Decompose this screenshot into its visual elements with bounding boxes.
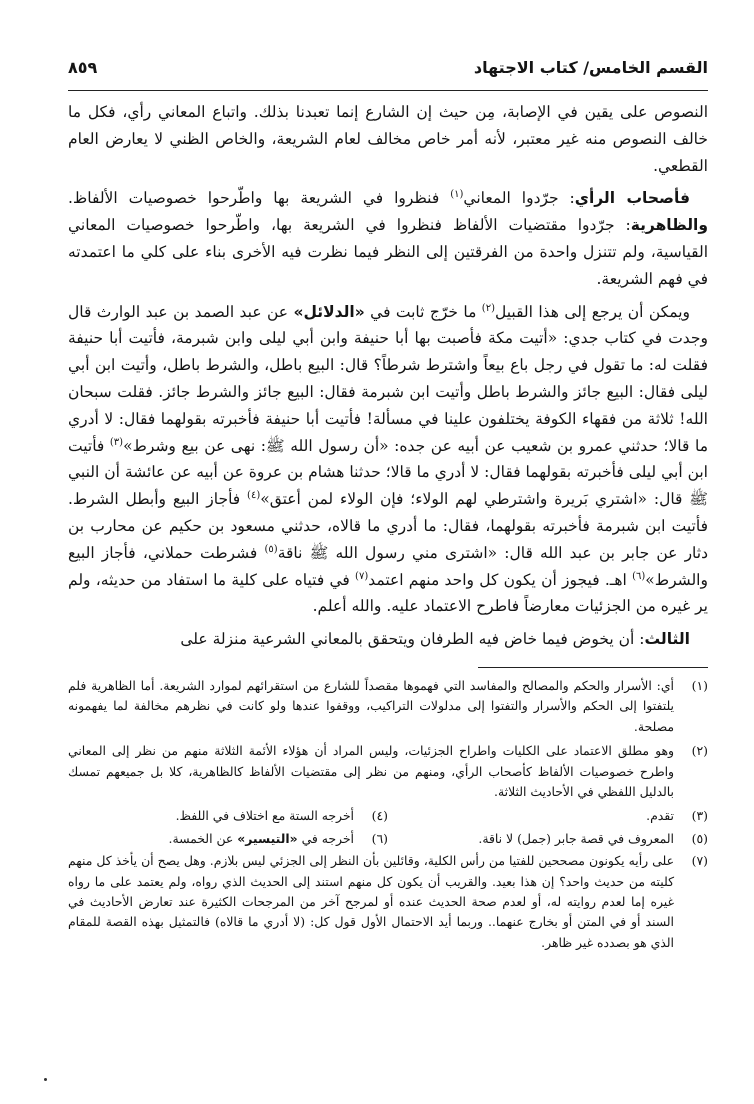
footnote-number: (٢) — [691, 743, 708, 759]
footnote-number: (٥) — [691, 830, 708, 846]
footnote-ref-7[interactable]: (٧) — [355, 570, 369, 582]
footnote-number: (٦) — [371, 830, 388, 846]
main-text — [68, 99, 708, 653]
fn6-text-a: أخرجه في — [297, 830, 354, 846]
footnote-number: (٤) — [371, 808, 388, 824]
book-page — [68, 58, 708, 957]
footnote-text: أخرجه الستة مع اختلاف في اللفظ. — [175, 808, 354, 824]
footnote-number: (١) — [691, 677, 708, 693]
term-althalith: الثالث — [644, 630, 690, 649]
footnote-divider — [478, 667, 708, 668]
footnote-ref-5[interactable]: (٥) — [264, 543, 278, 555]
p3-text-a: ويمكن أن يرجع إلى هذا القبيل — [494, 302, 690, 321]
page-header — [68, 58, 708, 91]
p2-text-c: : جرّدوا مقتضيات الألفاظ فنظروا في الشريعة بها، واطّرحوا خصوصيات المعاني القياسية، ولم تتنزل واحدة من الفرقتين إلى النظر فيما نظرت فيه الأخرى بناء على كلي ما اعتمدته في فهم الشريعة. — [68, 216, 708, 288]
p3-text-e: فأجاز البيع وأبطل الشرط. فأتيت ابن شبرمة فأخبرته بقولهما، فقال: ما أدري ما قالاه، حدثني مسعود بن حكيم عن محارب بن دثار عن جابر بن عبد الله قال: «اشترى مني رسول الله ﷺ ناقة — [68, 490, 708, 562]
footnote-7 — [68, 851, 708, 953]
footnote-number: (٧) — [691, 853, 708, 869]
term-alzahiriyya: والظاهرية — [630, 216, 708, 235]
footnote-row-3-4 — [68, 806, 708, 826]
footnote-2 — [68, 741, 708, 802]
fn6-text-b: عن الخمسة. — [168, 830, 238, 846]
p3-text-f: فشرطت حملاني، فأجاز البيع والشرط» — [68, 543, 708, 589]
p2-text-a: : جرّدوا المعاني — [463, 189, 575, 208]
footnote-ref-2[interactable]: (٢) — [481, 302, 495, 314]
footnote-1 — [68, 676, 708, 737]
book-title-aldalail: «الدلائل» — [293, 302, 365, 321]
footnote-text: على رأيه يكونون مصححين للفتيا من رأس الكلية، وقائلين بأن النظر إلى الجزئي ليس بلازم. وهل يصح أن يأخذ كل منهم كليته من حديث واحد؟ إن هذا بعيد. والقريب أن يكون كل منهم استند إلى الحديث الذي رواه، ولم يعتمد على ما رواه غيره إما لعدم روايته له، أو لعدم صحة الحديث عنده أو لمرجح آخر من المرجحات الكثيرة عند تعارض الأحاديث في السند أو في المتن أو بخارج عنهما.. وربما أيد الاحتمال الأول قول كل: (لا أدري ما قالاه) فالتمثيل بهذه القصة للمقام الذي هو بصدده غير ظاهر. — [68, 853, 674, 950]
footnote-text: المعروف في قصة جابر (جمل) لا ناقة. — [478, 830, 674, 846]
p4-text-a: : أن يخوض فيما خاض فيه الطرفان ويتحقق بالمعاني الشرعية منزلة على — [180, 630, 645, 649]
p3-text-g: اهـ. فيجوز أن يكون كل واحد منهم اعتمد — [368, 570, 633, 589]
footnote-text: أي: الأسرار والحكم والمصالح والمفاسد التي فهموها مقصداً للشارع من استقرائهم لموارد الشريعة. أما الظاهرية فلم يلتفتوا إلى الحكم والأسرار والتفتوا إلى مدلولات التراكيب، ووقفوا عندها ولو كانت في نظرهم مخالفة لما يفهمونه مصلحة. — [68, 677, 674, 734]
running-title: القسم الخامس/ كتاب الاجتهاد — [473, 58, 708, 77]
p3-text-h: في فتياه على كلية ما استفاد من حديثه، ولم ير غيره من الجزئيات معارضاً فاطرح الاعتماد عليه. والله أعلم. — [68, 570, 708, 616]
footnote-text: تقدم. — [646, 808, 674, 824]
footnote-ref-3[interactable]: (٣) — [109, 436, 124, 448]
paragraph-1: النصوص على يقين في الإصابة، مِن حيث إن الشارع إنما تعبدنا بذلك. واتباع المعاني رأي، فكل ما خالف النصوص منه غير معتبر، لأنه أمر خاص مخالف لعام الشريعة، والخاص الظني لا يعارض العام القطعي. — [68, 103, 708, 175]
p3-text-c: عن عبد الصمد بن عبد الوارث قال وجدت في كتاب جدي: «أتيت مكة فأصبت بها أبا حنيفة وابن أبي ليلى وابن شبرمة، فأتيت أبا حنيفة فقلت له: ما تقول في رجل باع بيعاً واشترط شرطاً؟ قال: البيع باطل، والشرط باطل، وأتيت ابن أبي ليلى فقال: البيع جائز والشرط باطل وأتيت ابن شبرمة فقال: البيع جائز والشرط جائز. فقلت سبحان الله! ثلاثة من فقهاء الكوفة يختلفون علينا في مسألة! فأتيت أبا حنيفة فأخبرته بقولهما فقال: لا أدري ما قالا؛ حدثني عمرو بن شعيب عن أبيه عن جده: «أن رسول الله ﷺ: نهى عن بيع وشرط» — [68, 302, 708, 455]
paragraph-3 — [68, 299, 708, 621]
book-title-altaysir: «التيسير» — [237, 830, 298, 846]
footnote-3 — [388, 806, 708, 826]
footnote-number: (٣) — [691, 808, 708, 824]
footnote-6 — [68, 829, 388, 849]
p3-text-d: فأتيت ابن أبي ليلى فأخبرته بقولهما فقال: لا أدري ما قالا؛ حدثنا هشام بن عروة عن أبيه عن عائشة أن النبي ﷺ قال: «اشتري بَريرة واشترطي لهم الولاء؛ فإن الولاء لمن أعتق» — [68, 436, 708, 509]
footnote-ref-1[interactable]: (١) — [450, 189, 464, 201]
footnote-ref-6[interactable]: (٦) — [632, 570, 646, 582]
paragraph-4 — [68, 626, 708, 653]
p2-text-b: فنظروا في الشريعة بها واطّرحوا خصوصيات الألفاظ. — [68, 189, 451, 208]
scan-speck — [44, 1078, 47, 1081]
footnote-5 — [388, 829, 708, 849]
footnote-text: وهو مطلق الاعتماد على الكليات واطراح الجزئيات، وليس المراد أن هؤلاء الأئمة الثلاثة منهم من نظر إلى المعاني واطرح خصوصيات الألفاظ كأصحاب الرأي، ومنهم من نظر إلى مقتضيات الألفاظ كالظاهرية، كلا بل جميعهم تمسك بالدليل اللفظي في الأحاديث الثلاثة. — [68, 743, 674, 799]
page-number: ٨٥٩ — [68, 58, 98, 77]
footnote-text — [68, 829, 354, 849]
p3-text-b: ما خرّج ثابت في — [364, 302, 482, 321]
term-ashab-alray: فأصحاب الرأي — [574, 189, 690, 208]
footnote-4 — [68, 806, 388, 826]
footnote-ref-4[interactable]: (٤) — [247, 490, 261, 501]
footnotes — [68, 676, 708, 953]
paragraph-2 — [68, 185, 708, 292]
footnote-row-5-6 — [68, 829, 708, 849]
